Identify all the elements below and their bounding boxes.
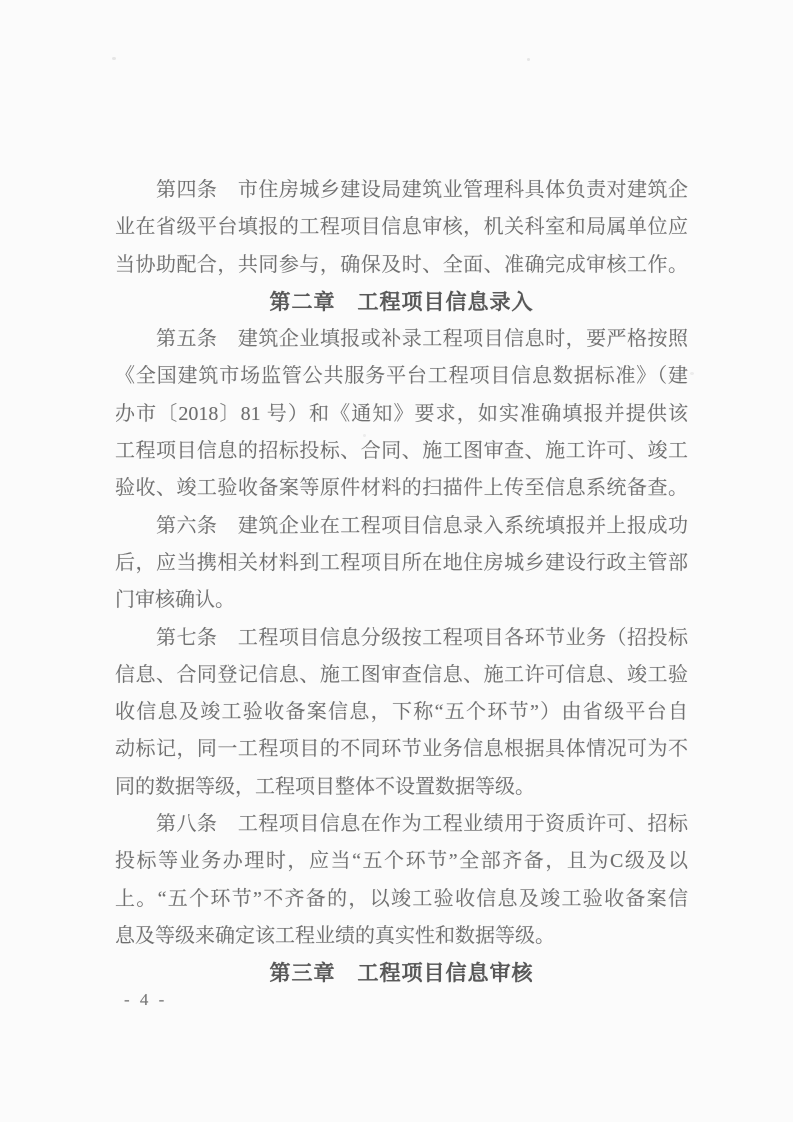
article-7-paragraph-line: 收信息及竣工验收备案信息，下称“五个环节”）由省级平台自 [115,701,688,724]
article-6-paragraph-line: 后，应当携相关材料到工程项目所在地住房城乡建设行政主管部 [115,551,688,574]
article-8-paragraph-line: 投标等业务办理时，应当“五个环节”全部齐备，且为C级及以 [115,850,688,873]
page-number: - 4 - [124,990,168,1009]
article-8-paragraph-line: 上。“五个环节”不齐备的，以竣工验收信息及竣工验收备案信 [115,887,688,910]
article-5-paragraph-line: 办市〔2018〕81 号）和《通知》要求，如实准确填报并提供该 [115,402,688,425]
article-4-paragraph-line: 业在省级平台填报的工程项目信息审核，机关科室和局属单位应 [115,216,688,239]
scan-speck [527,58,530,61]
article-8-paragraph-line: 息及等级来确定该工程业绩的真实性和数据等级。 [115,924,555,947]
article-7-paragraph-line: 信息、合同登记信息、施工图审查信息、施工许可信息、竣工验 [115,663,688,686]
article-7-paragraph-line: 动标记，同一工程项目的不同环节业务信息根据具体情况可为不 [115,738,688,761]
article-6-paragraph-line: 第六条 建筑企业在工程项目信息录入系统填报并上报成功 [115,514,688,537]
article-7-paragraph-line: 第七条 工程项目信息分级按工程项目各环节业务（招投标 [115,626,688,649]
article-8-paragraph-line: 第八条 工程项目信息在作为工程业绩用于资质许可、招标 [115,813,688,836]
document-text-block [115,172,688,993]
article-5-paragraph-line: 验收、竣工验收备案等原件材料的扫描件上传至信息系统备查。 [115,477,688,500]
scan-speck [112,57,116,60]
chapter-2-heading: 第二章 工程项目信息录入 [269,289,534,314]
article-5-paragraph-line: 第五条 建筑企业填报或补录工程项目信息时，要严格按照 [115,328,688,351]
article-6-paragraph-line: 门审核确认。 [115,589,235,612]
article-4-paragraph-line: 当协助配合，共同参与，确保及时、全面、准确完成审核工作。 [115,253,688,276]
chapter-3-heading: 第三章 工程项目信息审核 [269,961,534,986]
scan-speck [690,372,694,375]
article-4-paragraph-line: 第四条 市住房城乡建设局建筑业管理科具体负责对建筑企 [115,179,688,201]
article-7-paragraph-line: 同的数据等级，工程项目整体不设置数据等级。 [115,775,535,798]
article-5-paragraph-line: 工程项目信息的招标投标、合同、施工图审查、施工许可、竣工 [115,440,688,463]
article-5-paragraph-line: 《全国建筑市场监管公共服务平台工程项目信息数据标准》（建 [115,365,688,388]
